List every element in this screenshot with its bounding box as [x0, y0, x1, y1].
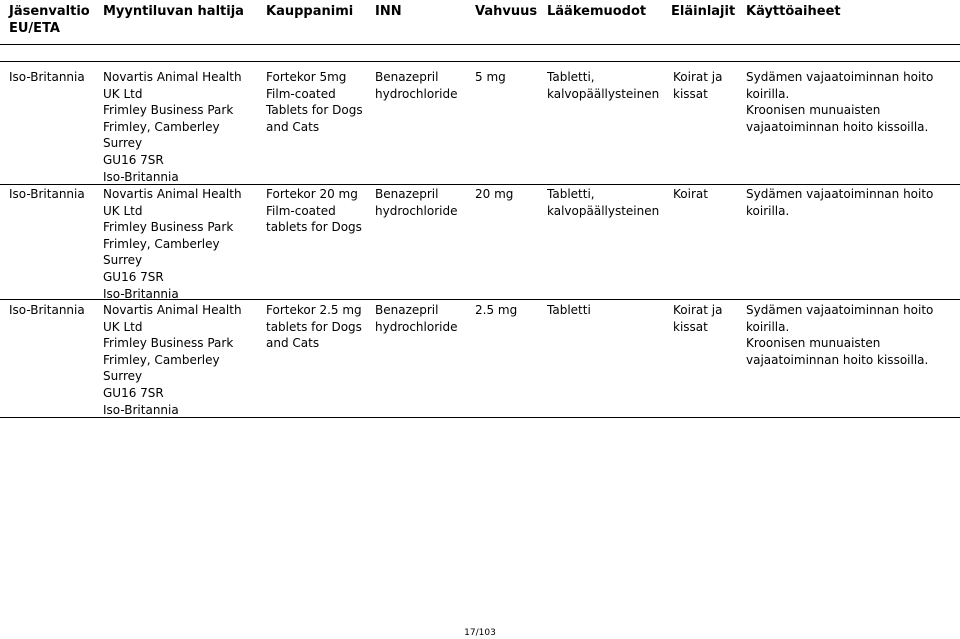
cell-indication: Sydämen vajaatoiminnan hoito koirilla. [746, 187, 934, 218]
header-holder: Myyntiluvan haltija [103, 4, 244, 19]
header-inn: INN [375, 4, 402, 19]
cell-holder: Novartis Animal Health UK Ltd Frimley Business Park Frimley, Camberley Surrey GU16 7SR Iso-Britannia [103, 303, 242, 417]
cell-trade-name: Fortekor 20 mg Film-coated tablets for Dogs [266, 187, 362, 235]
cell-species: Koirat ja kissat [673, 70, 723, 101]
page-number: 17/103 [464, 628, 496, 638]
cell-indication: Sydämen vajaatoiminnan hoito koirilla. Kroonisen munuaisten vajaatoiminnan hoito kissoilla. [746, 70, 934, 134]
row-divider [0, 61, 960, 62]
header-trade-name: Kauppanimi [266, 4, 354, 19]
cell-inn: Benazepril hydrochloride [375, 70, 458, 101]
cell-strength: 2.5 mg [475, 303, 518, 317]
cell-inn: Benazepril hydrochloride [375, 187, 458, 218]
header-species: Eläinlajit [671, 4, 736, 19]
cell-member-state: Iso-Britannia [9, 187, 85, 201]
cell-strength: 20 mg [475, 187, 514, 201]
cell-member-state: Iso-Britannia [9, 70, 85, 84]
cell-indication: Sydämen vajaatoiminnan hoito koirilla. Kroonisen munuaisten vajaatoiminnan hoito kissoilla. [746, 303, 934, 367]
cell-form: Tabletti, kalvopäällysteinen [547, 70, 660, 101]
cell-species: Koirat [673, 187, 708, 201]
header-strength: Vahvuus [475, 4, 538, 19]
table-header [0, 0, 960, 45]
cell-species: Koirat ja kissat [673, 303, 723, 334]
cell-strength: 5 mg [475, 70, 506, 84]
cell-trade-name: Fortekor 5mg Film-coated Tablets for Dogs and Cats [266, 70, 363, 134]
cell-trade-name: Fortekor 2.5 mg tablets for Dogs and Cats [266, 303, 362, 351]
cell-holder: Novartis Animal Health UK Ltd Frimley Business Park Frimley, Camberley Surrey GU16 7SR Iso-Britannia [103, 187, 242, 301]
header-member-state: Jäsenvaltio EU/ETA [9, 4, 90, 36]
header-indication: Käyttöaiheet [746, 4, 841, 19]
cell-form: Tabletti [547, 303, 591, 317]
cell-member-state: Iso-Britannia [9, 303, 85, 317]
cell-form: Tabletti, kalvopäällysteinen [547, 187, 660, 218]
cell-inn: Benazepril hydrochloride [375, 303, 458, 334]
cell-holder: Novartis Animal Health UK Ltd Frimley Business Park Frimley, Camberley Surrey GU16 7SR Iso-Britannia [103, 70, 242, 184]
header-form: Lääkemuodot [547, 4, 647, 19]
